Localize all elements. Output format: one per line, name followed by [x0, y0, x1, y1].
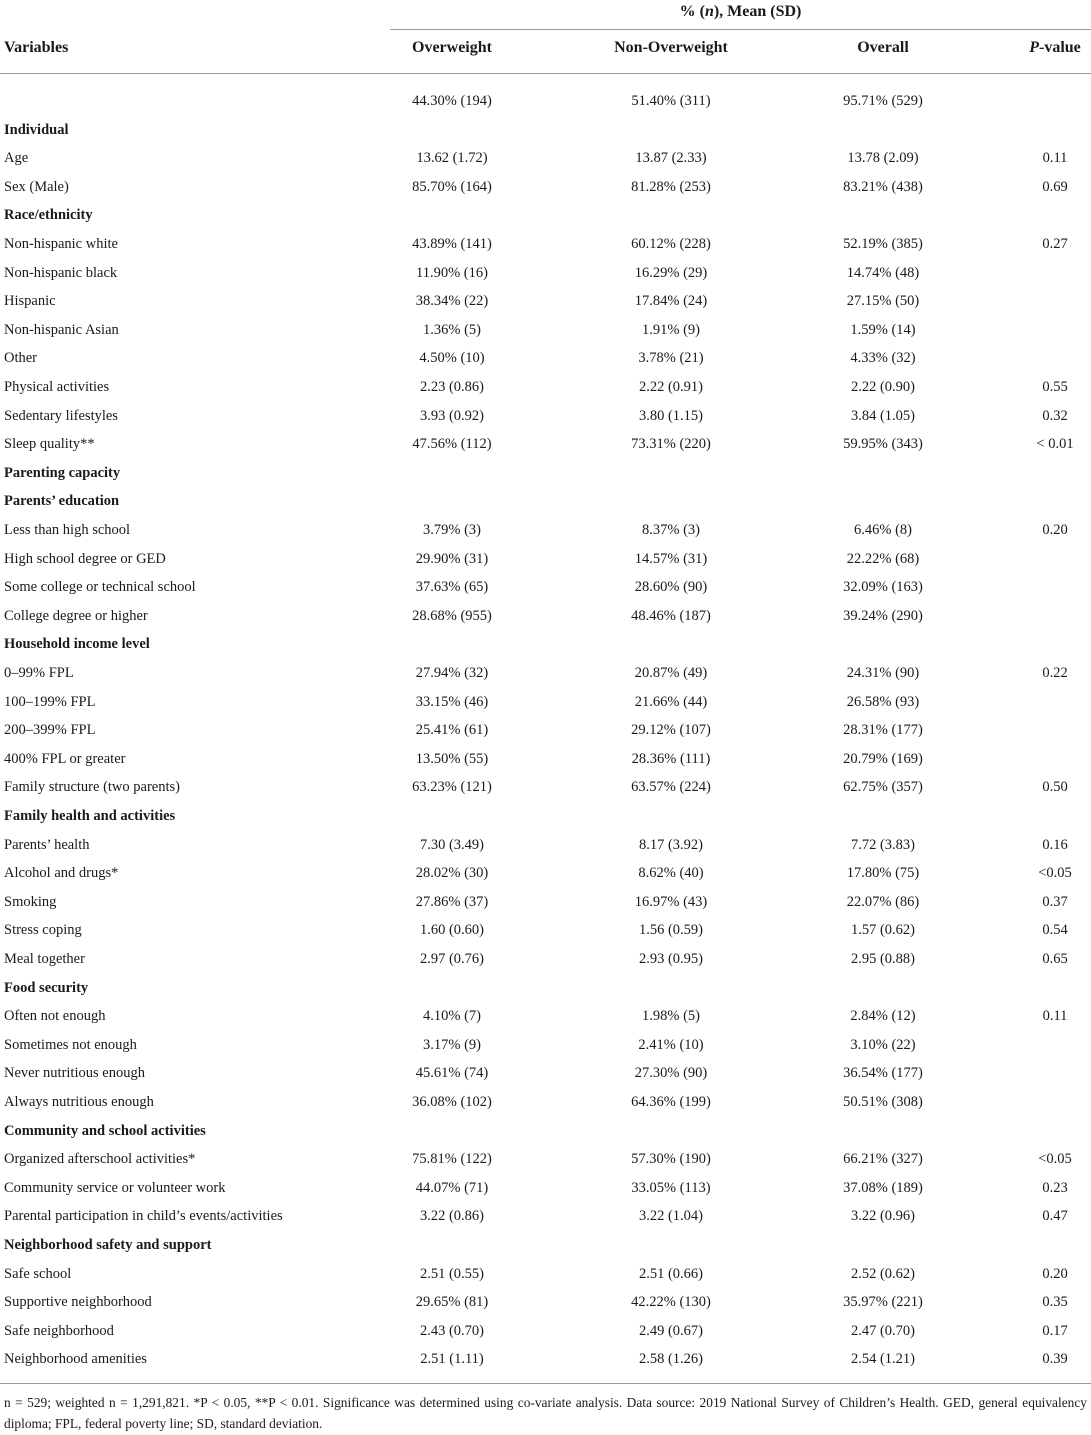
- p-value-cell: 0.54: [1042, 922, 1068, 939]
- variable-cell: Sleep quality**: [4, 436, 95, 453]
- table-row: [0, 745, 1091, 774]
- non-overweight-cell: 2.51 (0.66): [638, 1265, 704, 1282]
- table-row: [0, 1174, 1091, 1203]
- variable-cell: Parenting capacity: [4, 464, 121, 481]
- overweight-cell: 4.50% (10): [419, 350, 485, 367]
- table-footnote: n = 529; weighted n = 1,291,821. *P < 0.05, **P < 0.01. Significance was determined using co-variate analysis. Data source: 2019 National Survey of Children’s Health. GED, general equivalency diploma; FPL, federal poverty line; SD, standard deviation.: [4, 1395, 1087, 1431]
- table-row: [0, 1088, 1091, 1117]
- table-row: [0, 402, 1091, 431]
- p-value-cell: < 0.01: [1036, 436, 1074, 453]
- variable-cell: Sex (Male): [4, 178, 69, 195]
- variable-cell: Alcohol and drugs*: [4, 865, 119, 882]
- overweight-cell: 7.30 (3.49): [419, 836, 485, 853]
- overall-cell: 50.51% (308): [843, 1094, 923, 1110]
- variable-cell: Some college or technical school: [4, 579, 196, 596]
- non-overweight-cell: 60.12% (228): [631, 236, 711, 252]
- p-value-cell: 0.50: [1042, 779, 1068, 796]
- variable-cell: 200–399% FPL: [4, 722, 96, 739]
- overall-cell: 32.09% (163): [843, 579, 923, 596]
- overall-cell: 95.71% (529): [843, 93, 923, 109]
- overweight-cell: 2.43 (0.70): [419, 1322, 485, 1339]
- non-overweight-cell: 42.22% (130): [631, 1294, 711, 1311]
- variable-cell: Organized afterschool activities*: [4, 1151, 196, 1168]
- table-row: [0, 859, 1091, 888]
- non-overweight-cell: 2.41% (10): [638, 1036, 704, 1053]
- overweight-cell: 63.23% (121): [412, 779, 492, 796]
- overweight-cell: 27.86% (37): [415, 893, 489, 910]
- table-row: [0, 1031, 1091, 1060]
- p-value-cell: 0.35: [1042, 1294, 1068, 1311]
- overall-cell: 2.52 (0.62): [850, 1265, 916, 1282]
- non-overweight-cell: 1.91% (9): [642, 321, 700, 338]
- overall-cell: 37.08% (189): [843, 1179, 923, 1196]
- p-value-cell: 0.65: [1042, 951, 1068, 967]
- overall-cell: 3.10% (22): [850, 1036, 916, 1053]
- non-overweight-cell: 33.05% (113): [631, 1179, 711, 1196]
- variable-cell: Race/ethnicity: [4, 207, 93, 224]
- non-overweight-cell: 29.12% (107): [631, 722, 711, 739]
- overweight-cell: 29.65% (81): [415, 1294, 489, 1311]
- overweight-cell: 43.89% (141): [412, 236, 492, 252]
- header-overweight: Overweight: [412, 39, 492, 56]
- table-row: [0, 87, 1091, 116]
- table-row: [0, 1202, 1091, 1231]
- p-value-cell: 0.16: [1042, 836, 1068, 853]
- overweight-cell: 1.60 (0.60): [419, 922, 485, 939]
- non-overweight-cell: 20.87% (49): [634, 665, 708, 681]
- variable-cell: Physical activities: [4, 379, 110, 395]
- overall-cell: 3.22 (0.96): [850, 1208, 916, 1225]
- overweight-cell: 3.22 (0.86): [419, 1208, 485, 1225]
- p-value-cell: 0.32: [1042, 407, 1068, 424]
- header-p-value: P-value: [1029, 39, 1081, 56]
- overall-cell: 52.19% (385): [843, 236, 923, 252]
- header-variables: Variables: [4, 39, 69, 56]
- variable-cell: 0–99% FPL: [4, 665, 74, 681]
- overall-cell: 2.54 (1.21): [850, 1351, 916, 1368]
- table-row: [0, 688, 1091, 717]
- table-row: [0, 373, 1091, 402]
- table-row: [0, 1317, 1091, 1346]
- table-row: [0, 230, 1091, 259]
- overall-cell: 36.54% (177): [843, 1065, 923, 1082]
- group-header-rule: [390, 29, 1091, 30]
- overall-cell: 35.97% (221): [843, 1294, 923, 1311]
- variable-cell: 400% FPL or greater: [4, 750, 126, 767]
- overweight-cell: 33.15% (46): [415, 693, 489, 710]
- section-row: [0, 802, 1091, 831]
- non-overweight-cell: 48.46% (187): [631, 607, 711, 624]
- overweight-cell: 28.02% (30): [415, 865, 489, 882]
- header-overall: Overall: [857, 39, 909, 56]
- group-header: % (n), Mean (SD): [679, 3, 802, 20]
- p-value-cell: 0.47: [1042, 1208, 1068, 1225]
- overweight-cell: 2.51 (1.11): [420, 1351, 484, 1368]
- table-row: [0, 916, 1091, 945]
- variable-cell: Food security: [4, 979, 89, 996]
- non-overweight-cell: 8.62% (40): [638, 865, 704, 882]
- variable-cell: Never nutritious enough: [4, 1065, 145, 1082]
- overall-cell: 7.72 (3.83): [850, 836, 916, 853]
- table-row: [0, 1288, 1091, 1317]
- variable-cell: Parents’ education: [4, 493, 120, 510]
- table-row: [0, 259, 1091, 288]
- overweight-cell: 13.62 (1.72): [416, 150, 488, 167]
- variable-cell: Safe neighborhood: [4, 1322, 114, 1339]
- overweight-cell: 3.17% (9): [423, 1036, 481, 1053]
- non-overweight-cell: 21.66% (44): [634, 693, 708, 710]
- table-row: [0, 545, 1091, 574]
- overweight-cell: 1.36% (5): [423, 321, 481, 338]
- non-overweight-cell: 2.58 (1.26): [638, 1351, 704, 1368]
- p-value-cell: 0.17: [1042, 1322, 1068, 1339]
- variable-cell: 100–199% FPL: [4, 693, 96, 710]
- p-value-cell: 0.20: [1042, 1265, 1068, 1282]
- overweight-cell: 27.94% (32): [415, 665, 489, 681]
- table-row: [0, 945, 1091, 974]
- variable-cell: Non-hispanic black: [4, 264, 118, 281]
- table-row: [0, 659, 1091, 688]
- table-row: [0, 144, 1091, 173]
- overall-cell: 13.78 (2.09): [847, 150, 919, 167]
- overweight-cell: 29.90% (31): [415, 550, 489, 567]
- variable-cell: Hispanic: [4, 293, 56, 310]
- p-value-cell: <0.05: [1038, 865, 1072, 882]
- section-row: [0, 201, 1091, 230]
- table-row: [0, 716, 1091, 745]
- overweight-cell: 37.63% (65): [415, 579, 489, 596]
- overall-cell: 39.24% (290): [843, 607, 923, 624]
- overweight-cell: 13.50% (55): [415, 750, 489, 767]
- overall-cell: 2.95 (0.88): [850, 951, 916, 967]
- table-row: [0, 344, 1091, 373]
- overweight-cell: 38.34% (22): [415, 293, 489, 310]
- variable-cell: Community and school activities: [4, 1122, 206, 1139]
- table-row: [0, 773, 1091, 802]
- overweight-cell: 47.56% (112): [412, 436, 492, 453]
- table-row: [0, 573, 1091, 602]
- non-overweight-cell: 13.87 (2.33): [635, 150, 707, 167]
- section-row: [0, 459, 1091, 488]
- overall-cell: 1.59% (14): [850, 321, 916, 338]
- table-row: [0, 173, 1091, 202]
- p-value-cell: 0.11: [1042, 1008, 1068, 1025]
- non-overweight-cell: 3.80 (1.15): [638, 407, 704, 424]
- variable-cell: Household income level: [4, 636, 150, 653]
- variable-cell: Non-hispanic white: [4, 236, 118, 252]
- non-overweight-cell: 16.97% (43): [634, 893, 708, 910]
- section-row: [0, 116, 1091, 145]
- overall-cell: 1.57 (0.62): [850, 922, 916, 939]
- section-row: [0, 1117, 1091, 1146]
- table-row: [0, 1059, 1091, 1088]
- overall-cell: 27.15% (50): [846, 293, 920, 310]
- variable-cell: High school degree or GED: [4, 550, 166, 567]
- p-value-cell: 0.39: [1042, 1351, 1068, 1368]
- non-overweight-cell: 1.98% (5): [642, 1008, 700, 1025]
- non-overweight-cell: 81.28% (253): [631, 178, 711, 195]
- overall-cell: 20.79% (169): [843, 750, 923, 767]
- overweight-cell: 2.23 (0.86): [419, 379, 485, 395]
- overall-cell: 14.74% (48): [846, 264, 920, 281]
- variable-cell: Sometimes not enough: [4, 1036, 137, 1053]
- table-row: [0, 602, 1091, 631]
- table-row: [0, 287, 1091, 316]
- variable-cell: Smoking: [4, 893, 57, 910]
- p-value-cell: 0.23: [1042, 1179, 1068, 1196]
- overall-cell: 24.31% (90): [846, 665, 920, 681]
- variable-cell: Sedentary lifestyles: [4, 407, 118, 424]
- overweight-cell: 2.97 (0.76): [419, 951, 485, 967]
- variable-cell: Community service or volunteer work: [4, 1179, 226, 1196]
- non-overweight-cell: 8.17 (3.92): [638, 836, 704, 853]
- table-row: [0, 1145, 1091, 1174]
- variable-cell: Supportive neighborhood: [4, 1294, 152, 1311]
- table-row: [0, 888, 1091, 917]
- non-overweight-cell: 2.93 (0.95): [638, 951, 704, 967]
- p-value-cell: 0.69: [1042, 178, 1068, 195]
- variable-cell: Other: [4, 350, 38, 367]
- overweight-cell: 4.10% (7): [423, 1008, 481, 1025]
- non-overweight-cell: 14.57% (31): [634, 550, 708, 567]
- overweight-cell: 44.07% (71): [415, 1179, 489, 1196]
- p-value-cell: 0.22: [1042, 665, 1068, 681]
- overall-cell: 59.95% (343): [843, 436, 923, 453]
- overall-cell: 3.84 (1.05): [850, 407, 916, 424]
- overall-cell: 17.80% (75): [846, 865, 920, 882]
- non-overweight-cell: 64.36% (199): [631, 1094, 711, 1110]
- overall-cell: 83.21% (438): [843, 178, 923, 195]
- non-overweight-cell: 73.31% (220): [631, 436, 711, 453]
- p-value-cell: 0.37: [1042, 893, 1068, 910]
- overweight-cell: 36.08% (102): [412, 1094, 492, 1110]
- overweight-cell: 75.81% (122): [412, 1151, 492, 1168]
- overweight-cell: 28.68% (955): [412, 607, 492, 624]
- variable-cell: Always nutritious enough: [4, 1094, 154, 1110]
- non-overweight-cell: 16.29% (29): [634, 264, 708, 281]
- overweight-cell: 11.90% (16): [416, 264, 488, 281]
- non-overweight-cell: 3.22 (1.04): [638, 1208, 704, 1225]
- overall-cell: 28.31% (177): [843, 722, 923, 739]
- overall-cell: 22.22% (68): [846, 550, 920, 567]
- non-overweight-cell: 17.84% (24): [634, 293, 708, 310]
- variable-cell: Often not enough: [4, 1008, 106, 1025]
- table-bottom-rule: [0, 1383, 1091, 1384]
- variable-cell: Less than high school: [4, 522, 131, 538]
- variable-cell: Stress coping: [4, 922, 82, 939]
- table-row: [0, 516, 1091, 545]
- non-overweight-cell: 57.30% (190): [631, 1151, 711, 1168]
- variable-cell: Non-hispanic Asian: [4, 321, 119, 338]
- overweight-cell: 3.93 (0.92): [419, 407, 485, 424]
- overall-cell: 26.58% (93): [846, 693, 920, 710]
- non-overweight-cell: 63.57% (224): [631, 779, 711, 796]
- p-value-cell: 0.55: [1042, 379, 1068, 395]
- table-row: [0, 316, 1091, 345]
- overall-cell: 6.46% (8): [854, 522, 912, 538]
- non-overweight-cell: 28.60% (90): [634, 579, 708, 596]
- overweight-cell: 44.30% (194): [412, 93, 492, 109]
- variable-cell: Parental participation in child’s events/activities: [4, 1208, 283, 1225]
- overweight-cell: 85.70% (164): [412, 178, 492, 195]
- table-row: [0, 1260, 1091, 1289]
- variable-cell: Neighborhood safety and support: [4, 1237, 212, 1253]
- variable-cell: Meal together: [4, 951, 85, 967]
- non-overweight-cell: 28.36% (111): [631, 750, 711, 767]
- section-row: [0, 630, 1091, 659]
- p-value-cell: 0.20: [1042, 522, 1068, 538]
- overweight-cell: 3.79% (3): [423, 522, 481, 538]
- table-row: [0, 430, 1091, 459]
- header-bottom-rule: [0, 73, 1091, 74]
- variable-cell: College degree or higher: [4, 607, 148, 624]
- p-value-cell: <0.05: [1038, 1151, 1072, 1168]
- overweight-cell: 25.41% (61): [415, 722, 489, 739]
- non-overweight-cell: 1.56 (0.59): [638, 922, 704, 939]
- overall-cell: 66.21% (327): [843, 1151, 923, 1168]
- header-non-overweight: Non-Overweight: [614, 39, 728, 56]
- overweight-cell: 2.51 (0.55): [419, 1265, 485, 1282]
- table-row: [0, 831, 1091, 860]
- non-overweight-cell: 2.22 (0.91): [638, 379, 704, 395]
- variable-cell: Parents’ health: [4, 836, 90, 853]
- variable-cell: Neighborhood amenities: [4, 1351, 147, 1368]
- p-value-cell: 0.11: [1042, 150, 1068, 167]
- overall-cell: 2.84% (12): [850, 1008, 916, 1025]
- overall-cell: 2.47 (0.70): [850, 1322, 916, 1339]
- section-row: [0, 487, 1091, 516]
- overweight-cell: 45.61% (74): [415, 1065, 489, 1082]
- non-overweight-cell: 2.49 (0.67): [638, 1322, 704, 1339]
- overall-cell: 4.33% (32): [850, 350, 916, 367]
- non-overweight-cell: 51.40% (311): [631, 93, 711, 109]
- overall-cell: 22.07% (86): [846, 893, 920, 910]
- table-row: [0, 1345, 1091, 1374]
- variable-cell: Individual: [4, 121, 69, 138]
- section-row: [0, 974, 1091, 1003]
- non-overweight-cell: 8.37% (3): [642, 522, 700, 538]
- variable-cell: Safe school: [4, 1265, 72, 1282]
- non-overweight-cell: 3.78% (21): [638, 350, 704, 367]
- non-overweight-cell: 27.30% (90): [634, 1065, 708, 1082]
- overall-cell: 62.75% (357): [843, 779, 923, 796]
- p-value-cell: 0.27: [1042, 236, 1068, 252]
- variable-cell: Age: [4, 150, 29, 167]
- section-row: [0, 1231, 1091, 1260]
- variable-cell: Family health and activities: [4, 808, 176, 824]
- table-row: [0, 1002, 1091, 1031]
- overall-cell: 2.22 (0.90): [850, 379, 916, 395]
- variable-cell: Family structure (two parents): [4, 779, 180, 796]
